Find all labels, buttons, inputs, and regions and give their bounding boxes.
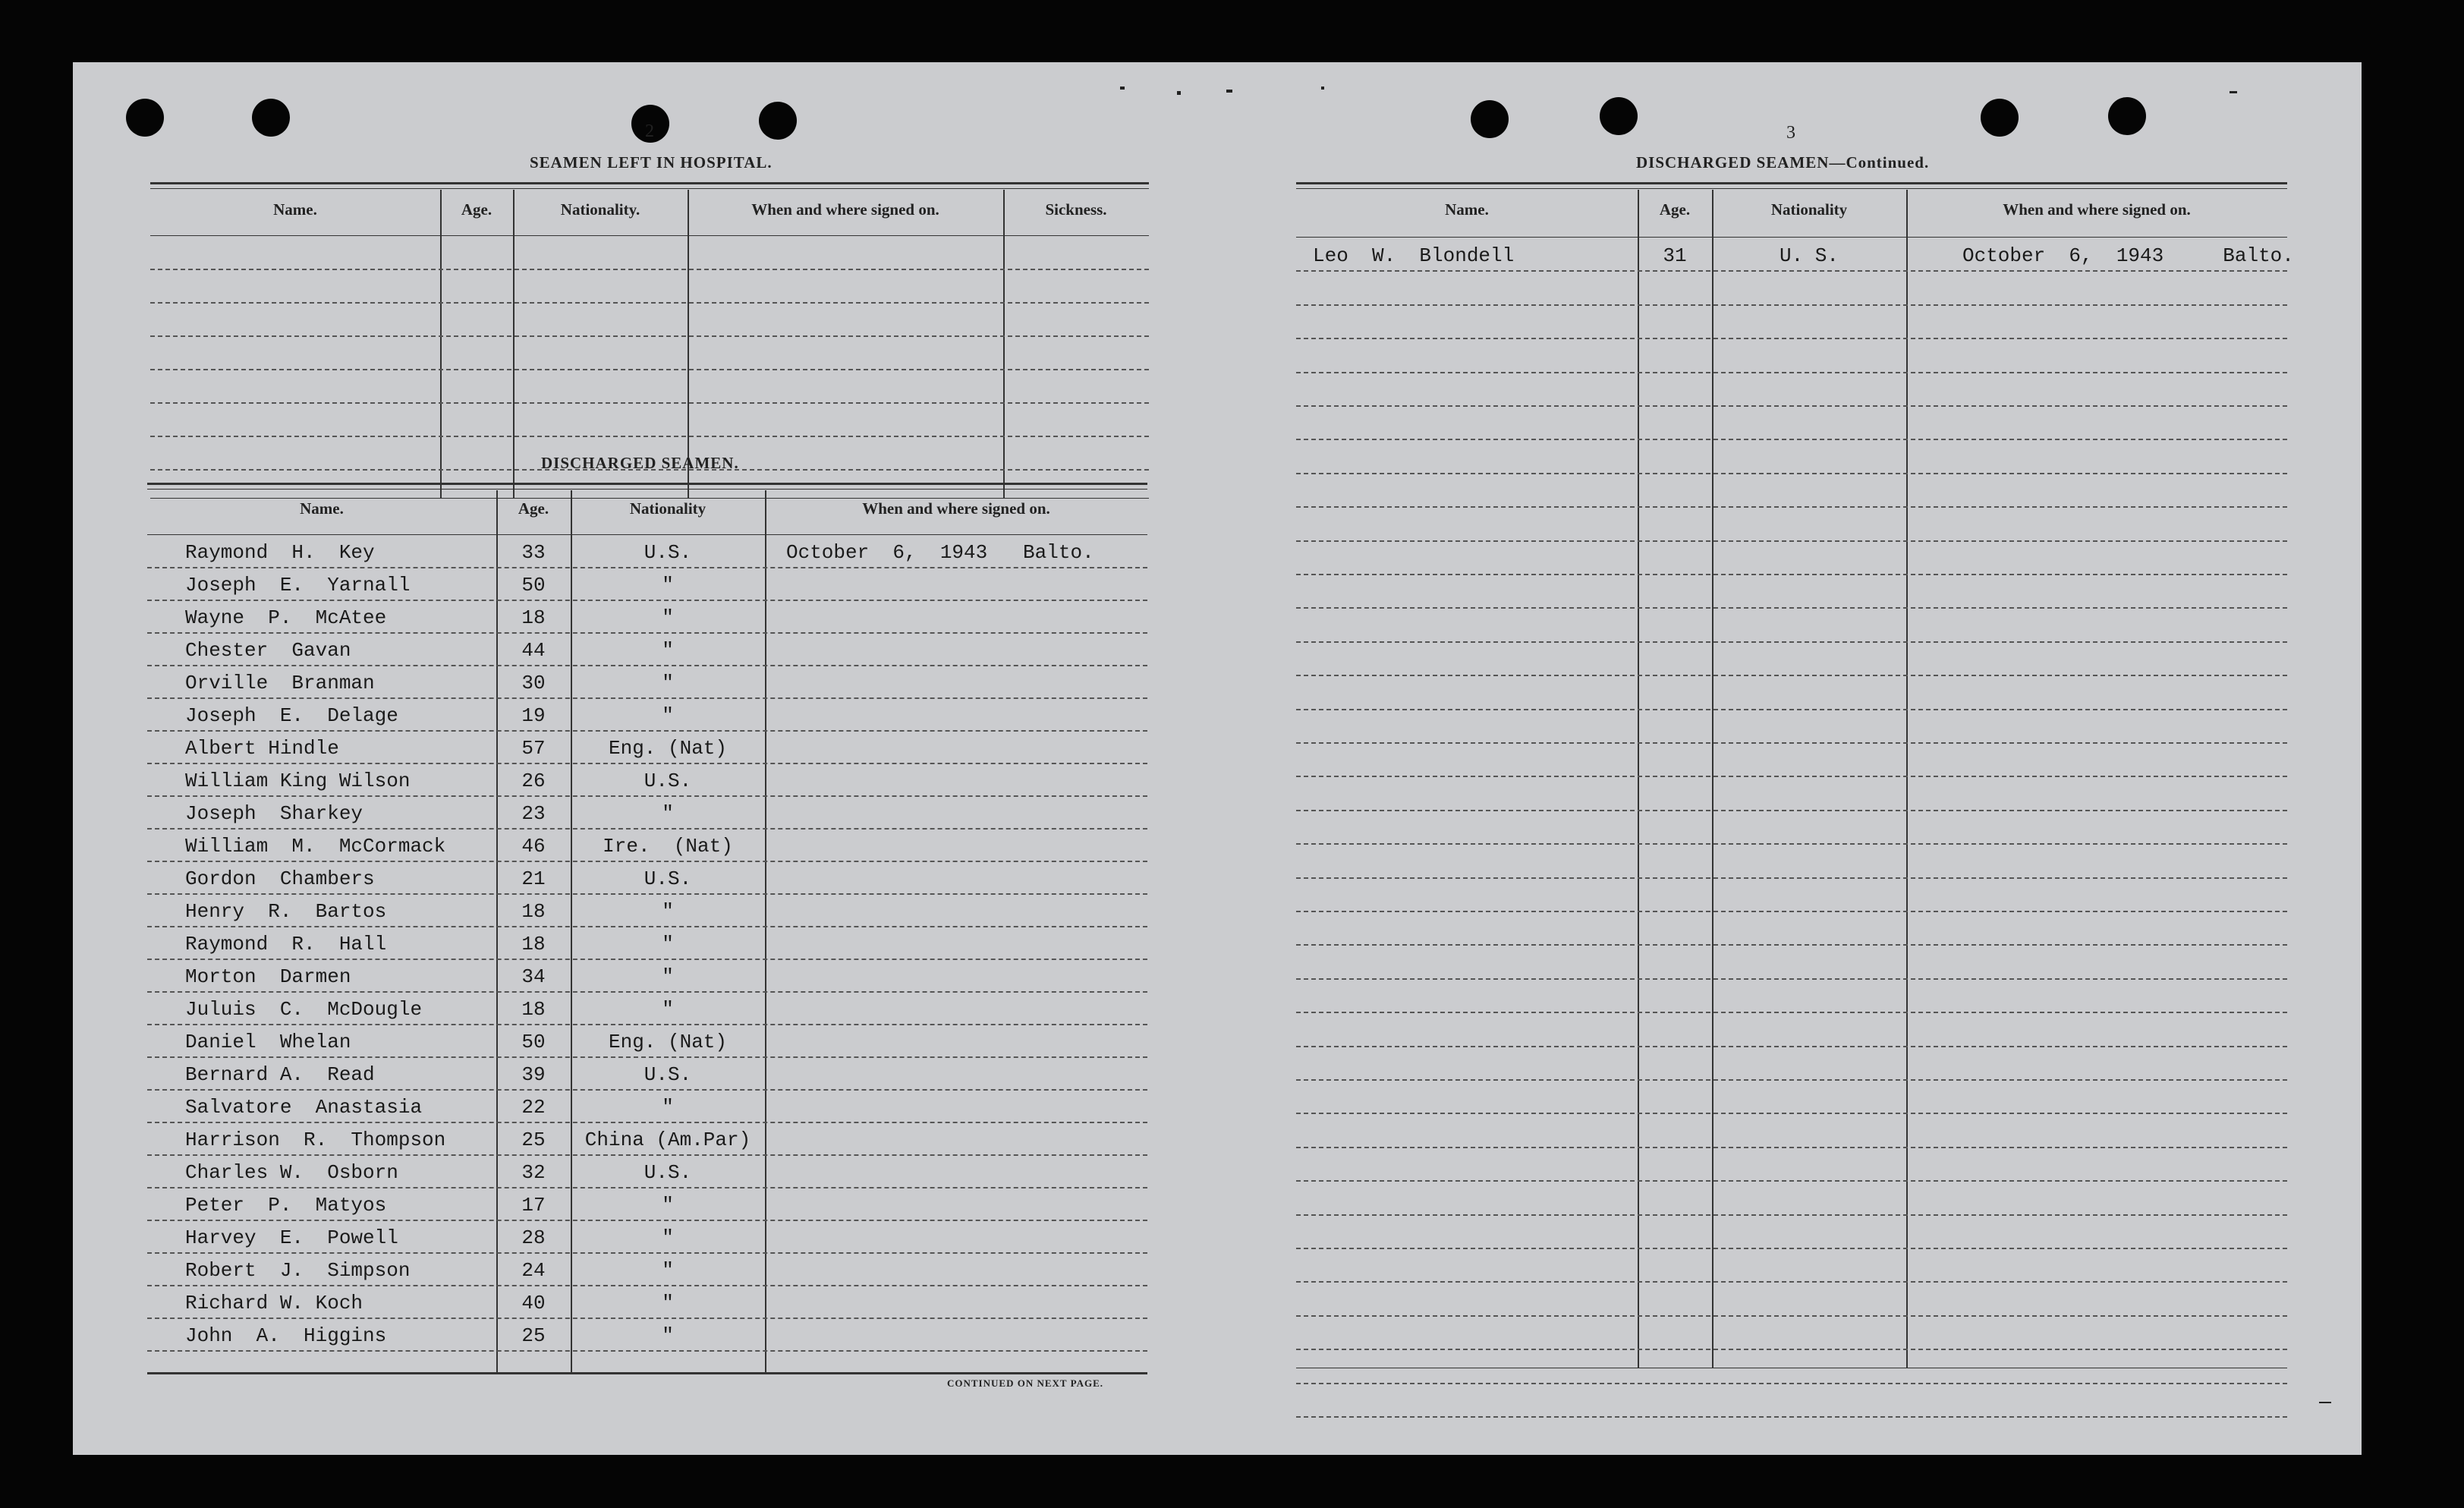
seaman-name: Leo W. Blondell <box>1313 244 1515 268</box>
speck <box>2230 91 2237 93</box>
row-rule <box>147 1285 1147 1286</box>
row-rule <box>1296 1012 2287 1013</box>
speck <box>1120 87 1125 90</box>
seaman-signed-on: October 6, 1943 Balto. <box>786 541 1094 564</box>
seaman-nationality: " <box>662 933 674 955</box>
discharged-continued-table <box>1296 182 2294 1368</box>
col-header-signed-on: When and where signed on. <box>2003 200 2191 219</box>
row-rule <box>1296 675 2287 676</box>
col-header-nationality: Nationality. <box>560 200 640 219</box>
speck <box>1226 90 1232 93</box>
col-header-nationality: Nationality <box>1770 200 1848 219</box>
seaman-name: Harvey E. Powell <box>185 1226 398 1249</box>
seaman-age: 34 <box>521 965 546 988</box>
seaman-nationality: U.S. <box>644 867 692 890</box>
seaman-name: Richard W. Koch <box>185 1292 363 1314</box>
seaman-name: William King Wilson <box>185 770 411 792</box>
seaman-age: 18 <box>521 900 546 923</box>
right-page-number: 3 <box>1786 123 1795 143</box>
col-header-nationality: Nationality <box>629 499 706 518</box>
seaman-name: Juluis C. McDougle <box>185 998 423 1021</box>
row-rule <box>147 1187 1147 1188</box>
row-rule <box>147 1056 1147 1058</box>
row-rule <box>147 1024 1147 1025</box>
row-rule <box>147 1252 1147 1254</box>
seaman-nationality: Ire. (Nat) <box>603 835 733 858</box>
row-rule <box>1296 1281 2287 1283</box>
seaman-age: 24 <box>521 1259 546 1282</box>
seaman-name: William M. McCormack <box>185 835 446 858</box>
seaman-nationality: " <box>662 802 674 825</box>
seaman-age: 17 <box>521 1194 546 1217</box>
row-rule <box>1296 1416 2287 1418</box>
seaman-name: Bernard A. Read <box>185 1063 375 1086</box>
seaman-nationality: " <box>662 1324 674 1347</box>
seaman-age: 30 <box>521 672 546 694</box>
seaman-nationality: " <box>662 1194 674 1217</box>
seaman-nationality: Eng. (Nat) <box>608 1031 728 1053</box>
row-rule <box>1296 810 2287 811</box>
col-header-signed-on: When and where signed on. <box>862 499 1050 518</box>
speck <box>1177 91 1181 95</box>
seaman-name: Joseph E. Delage <box>185 704 398 727</box>
seaman-nationality: U.S. <box>644 1161 692 1184</box>
seaman-age: 57 <box>521 737 546 760</box>
row-rule <box>1296 473 2287 474</box>
row-rule <box>1296 1180 2287 1182</box>
punch-hole <box>1471 100 1509 138</box>
continued-note: CONTINUED ON NEXT PAGE. <box>947 1377 1103 1389</box>
seaman-nationality: " <box>662 1292 674 1314</box>
row-rule <box>1296 1383 2287 1384</box>
seaman-nationality: " <box>662 1096 674 1119</box>
seaman-name: Joseph E. Yarnall <box>185 574 411 597</box>
row-rule <box>147 926 1147 927</box>
seaman-name: Salvatore Anastasia <box>185 1096 423 1119</box>
seaman-name: Daniel Whelan <box>185 1031 351 1053</box>
seaman-nationality: " <box>662 1259 674 1282</box>
seaman-nationality: " <box>662 672 674 694</box>
seaman-age: 32 <box>521 1161 546 1184</box>
row-rule <box>1296 1349 2287 1350</box>
punch-hole <box>2108 97 2146 135</box>
seaman-age: 25 <box>521 1129 546 1151</box>
row-rule <box>1296 304 2287 306</box>
seaman-name: Peter P. Matyos <box>185 1194 387 1217</box>
punch-hole <box>759 102 797 140</box>
hospital-table <box>150 182 1149 501</box>
seaman-signed-on: October 6, 1943 Balto. <box>1962 244 2294 268</box>
row-rule <box>147 1089 1147 1091</box>
col-header-sickness: Sickness. <box>1045 200 1107 219</box>
punch-hole <box>1981 99 2019 137</box>
row-rule <box>1296 944 2287 946</box>
row-rule <box>1296 540 2287 542</box>
seaman-age: 50 <box>521 574 546 597</box>
col-header-name: Name. <box>1445 200 1489 219</box>
seaman-age: 31 <box>1663 244 1687 268</box>
row-rule <box>1296 641 2287 643</box>
seaman-age: 18 <box>521 606 546 629</box>
seaman-nationality: Eng. (Nat) <box>608 737 728 760</box>
seaman-age: 22 <box>521 1096 546 1119</box>
seaman-nationality: " <box>662 998 674 1021</box>
col-header-age: Age. <box>1659 200 1691 219</box>
row-rule <box>147 665 1147 666</box>
seaman-age: 40 <box>521 1292 546 1314</box>
col-header-name: Name. <box>300 499 344 518</box>
seaman-name: Gordon Chambers <box>185 867 375 890</box>
row-rule <box>1296 338 2287 339</box>
seaman-name: Raymond H. Key <box>185 541 375 564</box>
row-rule <box>1296 978 2287 980</box>
row-rule <box>1296 1046 2287 1047</box>
row-rule <box>147 1318 1147 1319</box>
row-rule <box>147 567 1147 568</box>
row-rule <box>1296 270 2287 272</box>
row-rule <box>147 959 1147 960</box>
seaman-nationality: U.S. <box>644 770 692 792</box>
row-rule <box>147 861 1147 862</box>
seaman-age: 50 <box>521 1031 546 1053</box>
row-rule <box>147 730 1147 732</box>
row-rule <box>1296 506 2287 508</box>
row-rule <box>147 632 1147 634</box>
seaman-age: 46 <box>521 835 546 858</box>
seaman-age: 44 <box>521 639 546 662</box>
col-header-age: Age. <box>518 499 549 518</box>
col-header-signed-on: When and where signed on. <box>751 200 939 219</box>
seaman-nationality: " <box>662 1226 674 1249</box>
seaman-nationality: U.S. <box>644 541 692 564</box>
row-rule <box>147 828 1147 830</box>
hospital-caption: SEAMEN LEFT IN HOSPITAL. <box>530 153 773 172</box>
seaman-age: 25 <box>521 1324 546 1347</box>
seaman-age: 21 <box>521 867 546 890</box>
punch-hole <box>1600 97 1638 135</box>
seaman-name: Charles W. Osborn <box>185 1161 398 1184</box>
seaman-nationality: U. S. <box>1779 244 1839 268</box>
punch-hole <box>126 99 164 137</box>
row-rule <box>1296 843 2287 845</box>
row-rule <box>1296 911 2287 912</box>
discharged-continued-caption: DISCHARGED SEAMEN—Continued. <box>1636 153 1930 172</box>
speck <box>1321 87 1324 90</box>
row-rule <box>147 991 1147 993</box>
seaman-name: Albert Hindle <box>185 737 339 760</box>
left-page-number: 2 <box>645 121 654 141</box>
discharged-caption: DISCHARGED SEAMEN. <box>541 454 739 472</box>
row-rule <box>1296 1248 2287 1249</box>
row-rule <box>1296 439 2287 440</box>
seaman-name: Harrison R. Thompson <box>185 1129 446 1151</box>
row-rule <box>147 1154 1147 1156</box>
row-rule <box>1296 776 2287 777</box>
seaman-nationality: " <box>662 965 674 988</box>
row-rule <box>1296 1147 2287 1148</box>
seaman-name: Wayne P. McAtee <box>185 606 387 629</box>
row-rule <box>147 697 1147 699</box>
seaman-nationality: " <box>662 574 674 597</box>
row-rule <box>1296 1315 2287 1317</box>
seaman-name: Chester Gavan <box>185 639 351 662</box>
row-rule <box>147 1220 1147 1221</box>
seaman-nationality: " <box>662 704 674 727</box>
seaman-age: 19 <box>521 704 546 727</box>
row-rule <box>147 600 1147 601</box>
row-rule <box>1296 877 2287 879</box>
row-rule <box>1296 607 2287 609</box>
seaman-nationality: U.S. <box>644 1063 692 1086</box>
seaman-age: 33 <box>521 541 546 564</box>
punch-hole <box>252 99 290 137</box>
seaman-name: Raymond R. Hall <box>185 933 387 955</box>
seaman-name: Henry R. Bartos <box>185 900 387 923</box>
row-rule <box>1296 1214 2287 1216</box>
seaman-name: Morton Darmen <box>185 965 351 988</box>
seaman-age: 23 <box>521 802 546 825</box>
seaman-age: 28 <box>521 1226 546 1249</box>
row-rule <box>1296 1079 2287 1081</box>
seaman-age: 18 <box>521 933 546 955</box>
seaman-name: Joseph Sharkey <box>185 802 363 825</box>
seaman-nationality: " <box>662 606 674 629</box>
row-rule <box>1296 405 2287 407</box>
row-rule <box>147 1122 1147 1123</box>
seaman-age: 18 <box>521 998 546 1021</box>
seaman-name: Orville Branman <box>185 672 375 694</box>
seaman-age: 26 <box>521 770 546 792</box>
seaman-name: John A. Higgins <box>185 1324 387 1347</box>
discharged-table <box>147 483 1147 1375</box>
row-rule <box>1296 1113 2287 1114</box>
row-rule <box>147 795 1147 797</box>
col-header-age: Age. <box>461 200 492 219</box>
row-rule <box>1296 709 2287 710</box>
row-rule <box>147 763 1147 764</box>
speck <box>2319 1402 2331 1403</box>
seaman-nationality: China (Am.Par) <box>584 1129 751 1151</box>
ledger-sheet <box>73 62 2362 1455</box>
row-rule <box>1296 742 2287 744</box>
seaman-nationality: " <box>662 900 674 923</box>
row-rule <box>147 893 1147 895</box>
seaman-nationality: " <box>662 639 674 662</box>
seaman-name: Robert J. Simpson <box>185 1259 411 1282</box>
seaman-age: 39 <box>521 1063 546 1086</box>
row-rule <box>147 1350 1147 1352</box>
col-header-name: Name. <box>273 200 317 219</box>
row-rule <box>1296 372 2287 373</box>
row-rule <box>1296 574 2287 575</box>
